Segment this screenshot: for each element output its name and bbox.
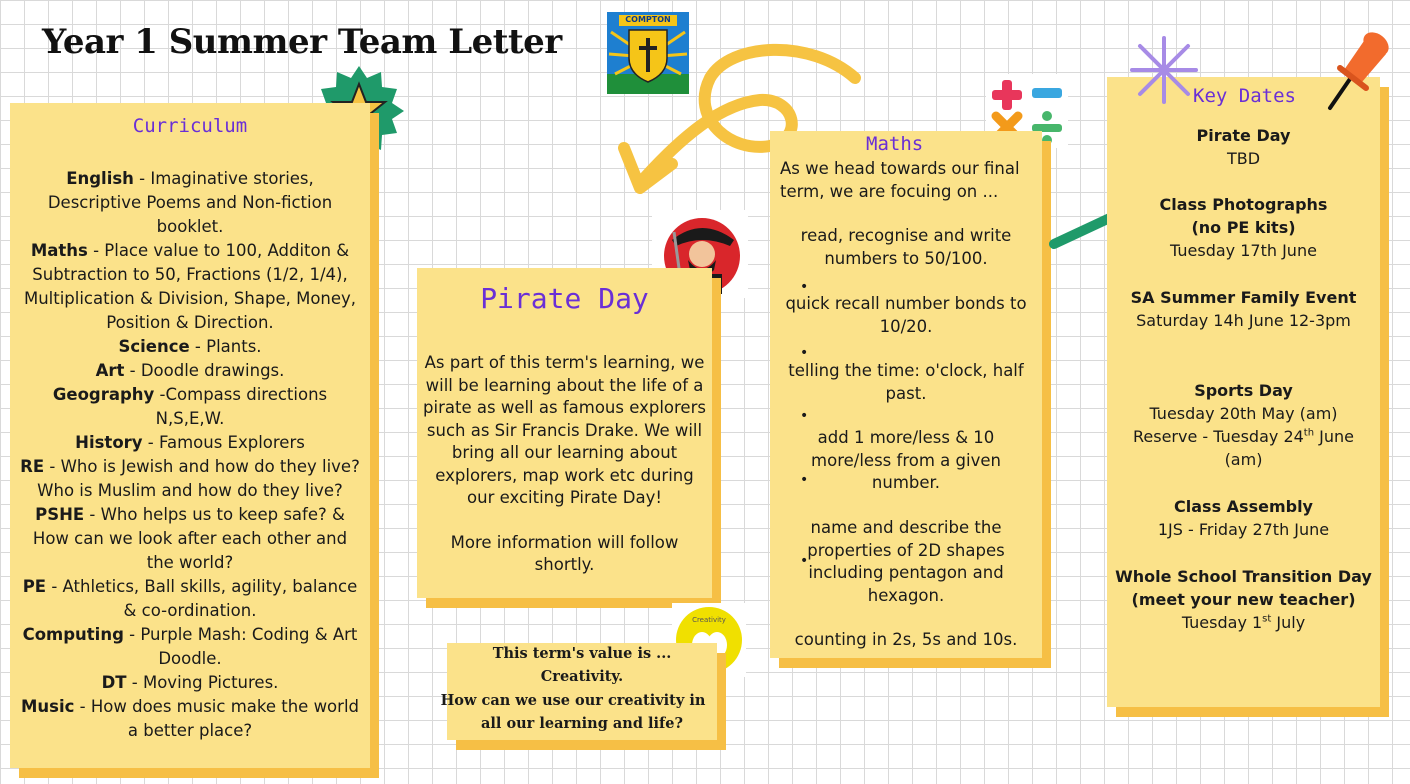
pirate-day-paragraph-1: As part of this term's learning, we will be learning about the life of a pirate as well as famous explorers such as Sir Francis Drake. We will bring all our learning about explorers, map work etc during our exciting Pirate Day! [423, 353, 706, 507]
curriculum-item-maths: Maths - Place value to 100, Additon & Subtraction to 50, Fractions (1/2, 1/4), Multiplication & Division, Shape, Money, Position & Direction. [23, 241, 357, 332]
pirate-day-note [417, 268, 712, 598]
push-pin-icon [1322, 24, 1394, 112]
value-name: Creativity. [540, 668, 624, 685]
event-transition-day: Whole School Transition Day (meet your new teacher) Tuesday 1st July [1115, 567, 1372, 632]
curriculum-item-science: Science - Plants. [118, 337, 262, 356]
curriculum-item-english: English - Imaginative stories, Descriptive Poems and Non-fiction booklet. [47, 169, 333, 236]
event-family-event: SA Summer Family Event Saturday 14h June 12-3pm [1130, 288, 1357, 330]
maths-point-6: counting in 2s, 5s and 10s. [794, 630, 1018, 649]
value-line-4: all our learning and life? [480, 715, 683, 732]
pirate-day-paragraph-2: More information will follow shortly. [450, 532, 679, 574]
creativity-badge-text: Creativity [692, 616, 726, 624]
page-title: Year 1 Summer Team Letter [42, 22, 562, 62]
bullet-icon: • [800, 279, 809, 295]
key-dates-heading: Key Dates [1193, 85, 1296, 107]
logo-text: COMPTON [625, 15, 671, 24]
curriculum-item-pshe: PSHE - Who helps us to keep safe? & How can we look after each other and the world? [32, 505, 348, 572]
maths-intro: As we head towards our final term, we are focuing on ... [780, 159, 1020, 201]
curriculum-item-art: Art - Doodle drawings. [95, 361, 285, 380]
event-sports-day: Sports Day Tuesday 20th May (am) Reserve - Tuesday 24th June (am) [1133, 381, 1354, 469]
maths-point-2: quick recall number bonds to 10/20. [785, 294, 1027, 336]
curriculum-note [10, 103, 370, 768]
maths-point-5: name and describe the properties of 2D shapes including pentagon and hexagon. [807, 518, 1005, 605]
bullet-icon: • [800, 553, 809, 569]
pirate-day-heading: Pirate Day [480, 282, 649, 315]
bullet-icon: • [800, 472, 809, 488]
event-pirate-day: Pirate Day TBD [1196, 126, 1291, 168]
value-line-3: How can we use our creativity in [440, 692, 706, 709]
maths-point-1: read, recognise and write numbers to 50/100. [800, 226, 1012, 268]
maths-note [770, 131, 1042, 658]
curriculum-item-re: RE - Who is Jewish and how do they live? Who is Muslim and how do they live? [20, 457, 360, 500]
curriculum-item-dt: DT - Moving Pictures. [101, 673, 279, 692]
event-class-photographs: Class Photographs (no PE kits) Tuesday 17th June [1159, 195, 1328, 260]
maths-point-3: telling the time: o'clock, half past. [788, 361, 1024, 403]
bullet-icon: • [800, 408, 809, 424]
curriculum-item-geography: Geography -Compass directions N,S,E,W. [52, 385, 328, 428]
pirate-day-text [423, 352, 706, 577]
curriculum-item-music: Music - How does music make the world a better place? [20, 697, 359, 740]
key-dates-note [1107, 77, 1380, 707]
value-line-1: This term's value is ... [492, 645, 672, 662]
event-class-assembly: Class Assembly 1JS - Friday 27th June [1157, 497, 1330, 539]
curriculum-list [18, 167, 362, 743]
curriculum-item-computing: Computing - Purple Mash: Coding & Art Doodle. [22, 625, 358, 668]
maths-point-4: add 1 more/less & 10 more/less from a given number. [811, 428, 1001, 492]
curriculum-item-pe: PE - Athletics, Ball skills, agility, balance & co-ordination. [22, 577, 358, 620]
term-value-note [440, 643, 717, 740]
maths-heading: Maths [866, 133, 924, 155]
sparkle-icon [1128, 34, 1200, 106]
curriculum-heading: Curriculum [132, 115, 248, 137]
bullet-icon: • [800, 345, 809, 361]
curriculum-item-history: History - Famous Explorers [75, 433, 305, 452]
